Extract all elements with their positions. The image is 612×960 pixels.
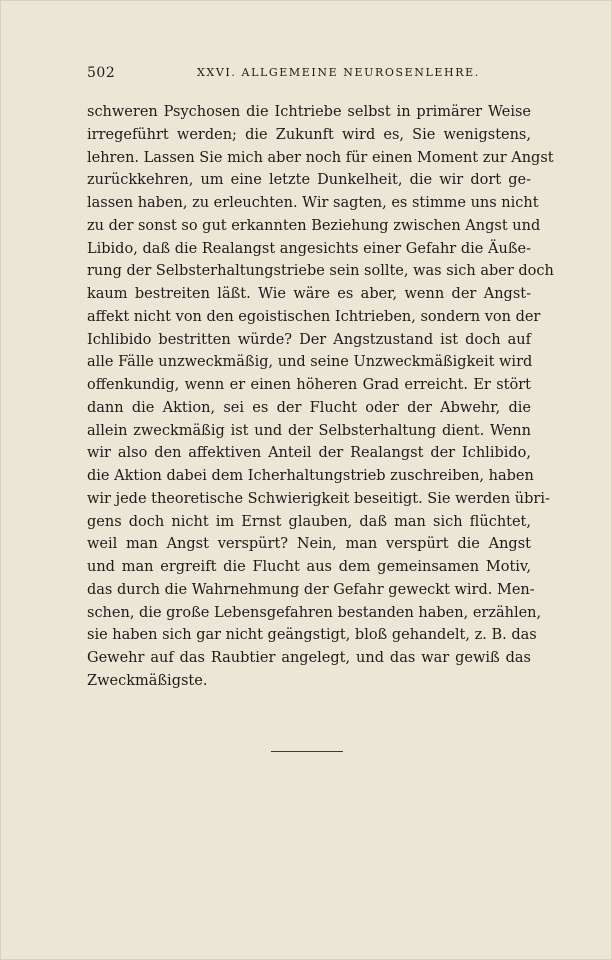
text-line: irregeführt werden; die Zukunft wird es, Sie wenigstens,: [87, 126, 531, 143]
text-line: Ichlibido bestritten würde? Der Angstzustand ist doch auf: [87, 331, 531, 348]
text-line: gens doch nicht im Ernst glauben, daß man sich flüchtet,: [87, 513, 531, 530]
text-line: Zweckmäßigste.: [87, 672, 208, 689]
page-number: 502: [87, 65, 116, 81]
text-line: wir also den affektiven Anteil der Realangst der Ichlibido,: [87, 445, 531, 462]
text-line: sie haben sich gar nicht geängstigt, bloß gehandelt, z. B. das: [87, 627, 537, 644]
text-line: das durch die Wahrnehmung der Gefahr geweckt wird. Men-: [87, 581, 535, 598]
text-line: lehren. Lassen Sie mich aber noch für einen Moment zur Angst: [87, 149, 554, 166]
text-line: alle Fälle unzweckmäßig, und seine Unzweckmäßigkeit wird: [87, 354, 533, 371]
page-header: [87, 65, 531, 85]
text-line: weil man Angst verspürt? Nein, man verspürt die Angst: [87, 536, 531, 553]
text-line: und man ergreift die Flucht aus dem gemeinsamen Motiv,: [87, 559, 531, 575]
text-line: Libido, daß die Realangst angesichts einer Gefahr die Äuße-: [87, 240, 531, 257]
text-line: die Aktion dabei dem Icherhaltungstrieb zuschreiben, haben: [87, 468, 534, 484]
text-line: kaum bestreiten läßt. Wie wäre es aber, wenn der Angst-: [87, 286, 531, 302]
text-line: wir jede theoretische Schwierigkeit beseitigt. Sie werden übri-: [87, 490, 550, 507]
text-line: zu der sonst so gut erkannten Beziehung zwischen Angst und: [87, 217, 541, 234]
body-text: [87, 101, 554, 693]
running-head: XXVI. ALLGEMEINE NEUROSENLEHRE.: [197, 66, 480, 79]
text-line: rung der Selbsterhaltungstriebe sein sollte, was sich aber doch: [87, 263, 554, 280]
text-line: schweren Psychosen die Ichtriebe selbst in primärer Weise: [87, 104, 531, 120]
text-line: Gewehr auf das Raubtier angelegt, und das war gewiß das: [87, 650, 531, 666]
text-line: offenkundig, wenn er einen höheren Grad erreicht. Er stört: [87, 377, 531, 393]
text-line: allein zweckmäßig ist und der Selbsterhaltung dient. Wenn: [87, 422, 531, 439]
text-line: affekt nicht von den egoistischen Ichtrieben, sondern von der: [87, 308, 541, 325]
section-end-rule: [271, 751, 343, 752]
text-line: schen, die große Lebensgefahren bestanden haben, erzählen,: [87, 604, 542, 621]
text-line: lassen haben, zu erleuchten. Wir sagten, es stimme uns nicht: [87, 195, 539, 211]
text-line: zurückkehren, um eine letzte Dunkelheit, die wir dort ge-: [87, 172, 531, 189]
text-line: dann die Aktion, sei es der Flucht oder der Abwehr, die: [87, 399, 531, 416]
